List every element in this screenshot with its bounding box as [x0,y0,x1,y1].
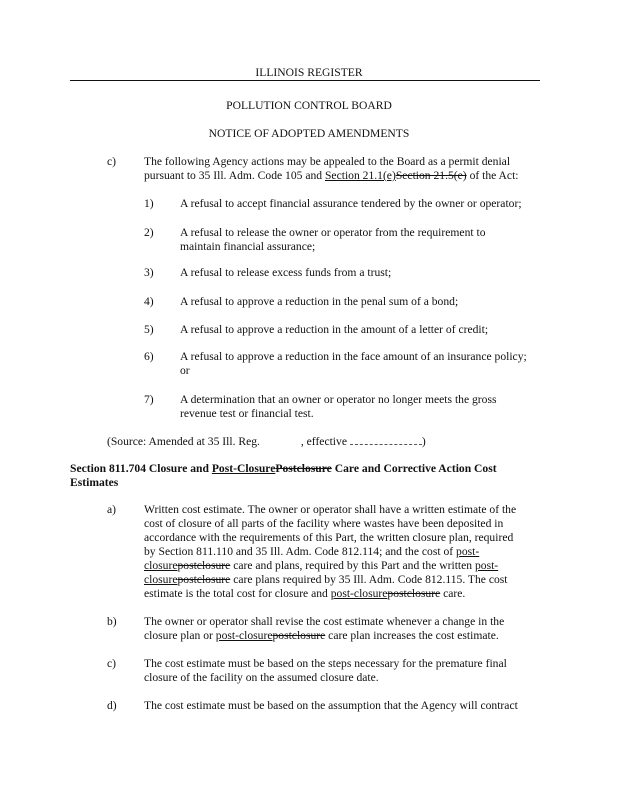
section-heading-line2: Estimates [70,476,119,489]
item-number: 5) [144,323,154,336]
item-text: revenue test or financial test. [180,407,314,420]
item-text: A refusal to accept financial assurance tendered by the owner or operator; [180,197,522,210]
item-number: 3) [144,266,154,279]
sec-c-label: c) [107,657,117,670]
section-heading: Section 811.704 Closure and Post-ClosurePostclosure Care and Corrective Action Cost [70,462,497,475]
item-text: A refusal to approve a reduction in the amount of a letter of credit; [180,323,489,336]
source-note: (Source: Amended at 35 Ill. Reg. , effective ) [107,435,426,448]
sec-a-line: estimate is the total cost for closure and post-closurepostclosure care. [144,587,466,600]
item-text: A refusal to approve a reduction in the penal sum of a bond; [180,295,459,308]
sec-d-line: The cost estimate must be based on the assumption that the Agency will contract [144,699,518,712]
sec-b-line: closure plan or post-closurepostclosure care plan increases the cost estimate. [144,629,499,642]
sec-a-line: by Section 811.110 and 35 Ill. Adm. Code 812.114; and the cost of post- [144,545,480,558]
register-title: ILLINOIS REGISTER [255,66,363,79]
item-text: A refusal to release the owner or operator from the requirement to [180,226,486,239]
para-c-line2: pursuant to 35 Ill. Adm. Code 105 and Section 21.1(e)Section 21.5(e) of the Act: [144,169,519,182]
para-c-label: c) [107,155,117,168]
sec-a-line: closurepostclosure care and plans, required by this Part and the written post- [144,559,499,572]
item-number: 4) [144,295,154,308]
sec-a-line: cost of closure of all parts of the facility where wastes have been deposited in [144,517,504,530]
sec-d-label: d) [107,699,117,712]
item-text: or [180,364,190,377]
item-text: A refusal to release excess funds from a trust; [180,266,392,279]
item-number: 1) [144,197,154,210]
sec-c-line: closure of the facility on the assumed closure date. [144,671,379,684]
sec-b-label: b) [107,615,117,628]
item-text: A determination that an owner or operator no longer meets the gross [180,393,497,406]
sec-b-line: The owner or operator shall revise the cost estimate whenever a change in the [144,615,505,628]
sec-a-label: a) [107,503,117,516]
sec-c-line: The cost estimate must be based on the steps necessary for the premature final [144,657,507,670]
item-text: maintain financial assurance; [180,240,316,253]
sec-a-line: Written cost estimate. The owner or operator shall have a written estimate of the [144,503,517,516]
item-number: 2) [144,226,154,239]
para-c-line1: The following Agency actions may be appealed to the Board as a permit denial [144,155,511,168]
sec-a-line: closurepostclosure care plans required by 35 Ill. Adm. Code 812.115. The cost [144,573,508,586]
item-number: 7) [144,393,154,406]
notice-title: NOTICE OF ADOPTED AMENDMENTS [208,127,410,140]
board-title: POLLUTION CONTROL BOARD [226,99,392,112]
item-text: A refusal to approve a reduction in the face amount of an insurance policy; [180,350,527,363]
sec-a-line: accordance with the requirements of this Part, the written closure plan, required [144,531,514,544]
item-number: 6) [144,350,154,363]
